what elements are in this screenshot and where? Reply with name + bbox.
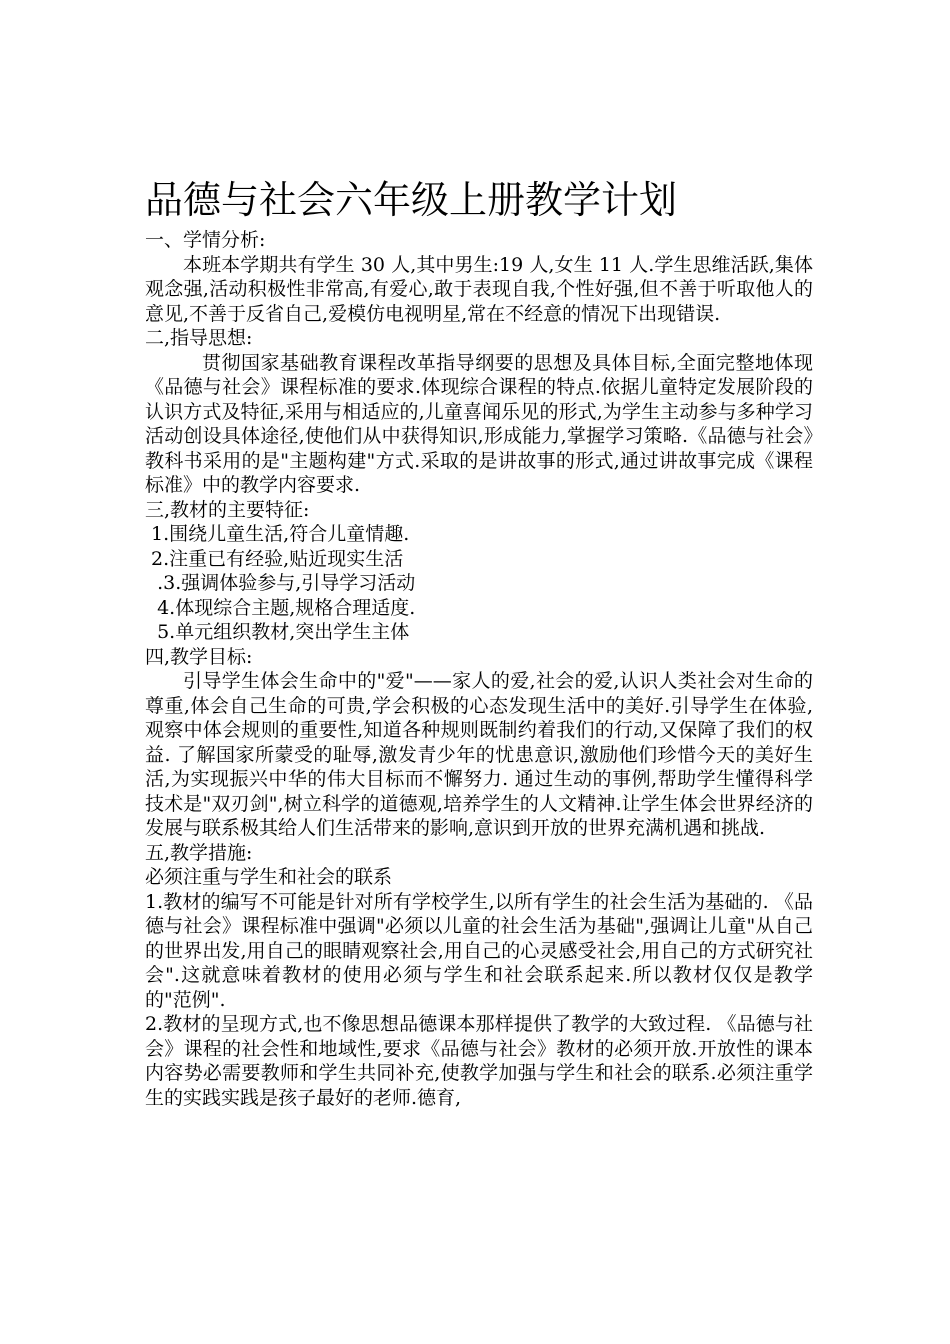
section-heading-learning-analysis: 一、学情分析: — [145, 229, 266, 251]
document-page — [145, 172, 813, 1110]
section-heading-teaching-goals: 四,教学目标: — [145, 645, 253, 668]
list-item: 5.单元组织教材,突出学生主体 — [145, 621, 410, 643]
section-heading-guiding-thought: 二,指导思想: — [145, 327, 253, 349]
list-item: 1.围绕儿童生活,符合儿童情趣. — [145, 523, 410, 545]
paragraph-learning-analysis: 本班本学期共有学生 30 人,其中男生:19 人,女生 11 人.学生思维活跃,集体观念强,活动积极性非常高,有爱心,敢于表现自我,个性好强,但不善于听取他人的意见,不善于反省自己,爱模仿电视明星,常在不经意的情况下出现错误. — [145, 253, 813, 325]
paragraph-measure-2: 2.教材的呈现方式,也不像思想品德课本那样提供了教学的大致过程. 《品德与社会》课程的社会性和地域性,要求《品德与社会》教材的必须开放.开放性的课本内容势必需要教师和学生共同补充,使教学加强与学生和社会的联系.必须注重学生的实践实践是孩子最好的老师.德育, — [145, 1013, 813, 1109]
section-heading-textbook-features: 三,教材的主要特征: — [145, 498, 310, 521]
list-item: .3.强调体验参与,引导学习活动 — [145, 572, 416, 594]
section-heading-teaching-measures: 五,教学措施: — [145, 841, 253, 864]
subheading-social-connection: 必须注重与学生和社会的联系 — [145, 866, 393, 888]
list-item: 4.体现综合主题,规格合理适度. — [145, 596, 416, 619]
paragraph-measure-1: 1.教材的编写不可能是针对所有学校学生,以所有学生的社会生活为基础的. 《品德与社会》课程标准中强调"必须以儿童的社会生活为基础",强调让儿童"从自己的世界出发,用自己的眼睛观察社会,用自己的心灵感受社会,用自己的方式研究社会".这就意味着教材的使用必须与学生和社会联系起来.所以教材仅仅是教学的"范例". — [145, 890, 813, 1011]
list-item: 2.注重已有经验,贴近现实生活 — [145, 547, 404, 570]
document-title: 品德与社会六年级上册教学计划 — [145, 178, 678, 222]
paragraph-teaching-goals: 引导学生体会生命中的"爱"——家人的爱,社会的爱,认识人类社会对生命的尊重,体会自己生命的可贵,学会积极的心态发现生活中的美好.引导学生在体验,观察中体会规则的重要性,知道各种规则既制约着我们的行动,又保障了我们的权益. 了解国家所蒙受的耻辱,激发青少年的忧患意识,激励他们珍惜今天的美好生活,为实现振兴中华的伟大目标而不懈努力. 通过生动的事例,帮助学生懂得科学技术是"双刃剑",树立科学的道德观,培养学生的人文精神.让学生体会世界经济的发展与联系极其给人们生活带来的影响,意识到开放的世界充满机遇和挑战. — [145, 670, 813, 839]
paragraph-guiding-thought: 贯彻国家基础教育课程改革指导纲要的思想及具体目标,全面完整地体现《品德与社会》课程标准的要求.体现综合课程的特点.依据儿童特定发展阶段的认识方式及特征,采用与相适应的,儿童喜闻乐见的形式,为学生主动参与多种学习活动创设具体途径,使他们从中获得知识,形成能力,掌握学习策略.《品德与社会》教科书采用的是"主题构建"方式.采取的是讲故事的形式,通过讲故事完成《课程标准》中的教学内容要求. — [145, 351, 813, 496]
